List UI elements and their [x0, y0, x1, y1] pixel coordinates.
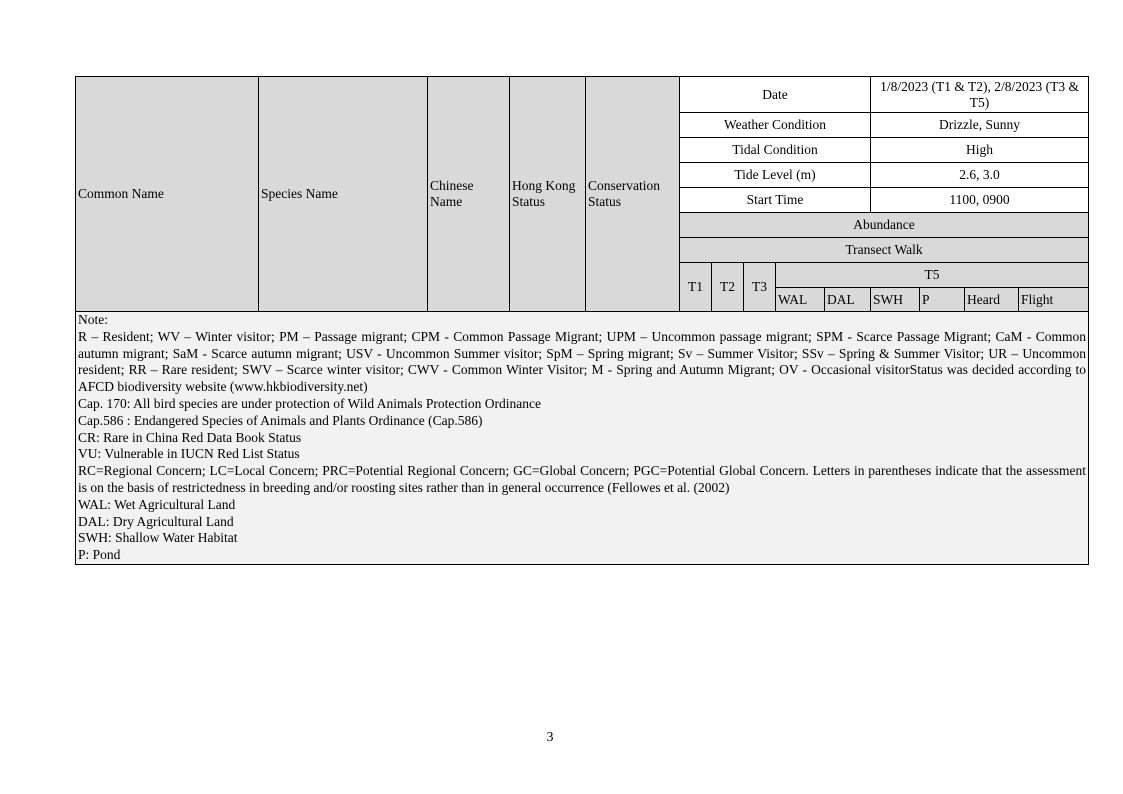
- transect-walk-header: Transect Walk: [680, 238, 1089, 263]
- t5-heard: Heard: [965, 288, 1019, 312]
- start-time-value: 1100, 0900: [871, 188, 1089, 213]
- note-wal: WAL: Wet Agricultural Land: [78, 496, 236, 512]
- note-p: P: Pond: [78, 547, 121, 563]
- note-cr: CR: Rare in China Red Data Book Status: [78, 429, 302, 445]
- t5-flight: Flight: [1019, 288, 1089, 312]
- note-concern-codes: RC=Regional Concern; LC=Local Concern; PRC=Potential Regional Concern; GC=Global Concern; PGC=Potential Global Concern. Letters in parentheses indicate that the assessment is on the basis of restrictedness in breeding and/or roosting sites rather than in general occurrence (Fellowes et al. (2002): [78, 463, 1087, 495]
- note-vu: VU: Vulnerable in IUCN Red List Status: [78, 446, 300, 462]
- header-chinese-name: Chinese Name: [428, 77, 510, 312]
- weather-value: Drizzle, Sunny: [871, 113, 1089, 138]
- note-cap170: Cap. 170: All bird species are under protection of Wild Animals Protection Ordinance: [78, 395, 541, 411]
- notes-section: [76, 312, 1089, 565]
- t5-p: P: [920, 288, 965, 312]
- page-number: 3: [546, 730, 554, 745]
- header-species-name: Species Name: [259, 77, 428, 312]
- header-hk-status: Hong Kong Status: [510, 77, 586, 312]
- header-common-name: Common Name: [76, 77, 259, 312]
- transect-t5: T5: [776, 263, 1089, 288]
- date-value: 1/8/2023 (T1 & T2), 2/8/2023 (T3 & T5): [871, 77, 1089, 113]
- header-conservation-status: Conservation Status: [586, 77, 680, 312]
- weather-label: Weather Condition: [680, 113, 871, 138]
- tide-level-label: Tide Level (m): [680, 163, 871, 188]
- t5-swh: SWH: [871, 288, 920, 312]
- transect-t1: T1: [680, 263, 712, 312]
- tidal-label: Tidal Condition: [680, 138, 871, 163]
- transect-t2: T2: [712, 263, 744, 312]
- note-heading: Note:: [78, 312, 108, 327]
- note-cap586: Cap.586 : Endangered Species of Animals and Plants Ordinance (Cap.586): [78, 412, 483, 428]
- note-status-codes: R – Resident; WV – Winter visitor; PM – Passage migrant; CPM - Common Passage Migrant; UPM – Uncommon passage migrant; SPM - Scarce Passage Migrant; CaM - Common autumn migrant; SaM - Scarce autumn migrant; USV - Uncommon Summer visitor; SpM – Spring migrant; Sv – Summer Visitor; SSv – Spring & Summer Visitor; UR – Uncommon resident; RR – Rare resident; SWV – Scarce winter visitor; CWV - Common Winter Visitor; M - Spring and Autumn Migrant; OV - Occasional visitorStatus was decided according to AFCD biodiversity website (www.hkbiodiversity.net): [78, 328, 1087, 395]
- transect-t3: T3: [744, 263, 776, 312]
- note-swh: SWH: Shallow Water Habitat: [78, 530, 238, 546]
- abundance-header: Abundance: [680, 213, 1089, 238]
- t5-wal: WAL: [776, 288, 825, 312]
- tide-level-value: 2.6, 3.0: [871, 163, 1089, 188]
- t5-dal: DAL: [825, 288, 871, 312]
- survey-table: [75, 76, 1089, 565]
- note-dal: DAL: Dry Agricultural Land: [78, 513, 234, 529]
- tidal-value: High: [871, 138, 1089, 163]
- start-time-label: Start Time: [680, 188, 871, 213]
- date-label: Date: [680, 77, 871, 113]
